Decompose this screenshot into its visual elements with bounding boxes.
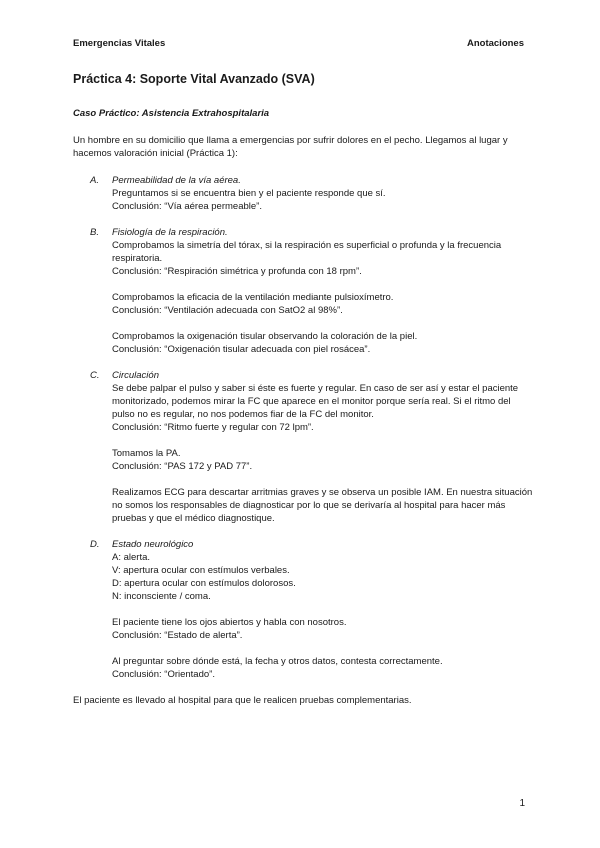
- section-line: Conclusión: “Orientado”.: [112, 669, 215, 680]
- section-line: Al preguntar sobre dónde está, la fecha y otros datos, contesta correctamente.: [112, 656, 443, 667]
- closing-paragraph: El paciente es llevado al hospital para que le realicen pruebas complementarias.: [73, 695, 412, 706]
- page-header: [73, 38, 524, 49]
- section-line: Comprobamos la eficacia de la ventilación mediante pulsioxímetro.: [112, 292, 394, 303]
- header-section: Anotaciones: [466, 38, 524, 49]
- section-a: [73, 174, 533, 213]
- section-line: A: alerta.: [112, 552, 151, 563]
- section-title: Permeabilidad de la vía aérea.: [112, 175, 241, 186]
- case-subtitle: Caso Práctico: Asistencia Extrahospitalaria: [73, 108, 270, 119]
- header-course: Emergencias Vitales: [73, 38, 166, 49]
- section-marker: A.: [90, 175, 99, 186]
- section-title: Fisiología de la respiración.: [112, 227, 228, 238]
- section-marker: D.: [90, 539, 100, 550]
- document-body: [73, 134, 533, 707]
- section-line: Conclusión: “Ritmo fuerte y regular con 72 lpm”.: [112, 422, 314, 433]
- section-line: El paciente tiene los ojos abiertos y habla con nosotros.: [112, 617, 347, 628]
- section-line: Conclusión: “Respiración simétrica y profunda con 18 rpm”.: [112, 266, 362, 277]
- section-line: Realizamos ECG para descartar arritmias graves y se observa un posible IAM. En nuestra situación no somos los responsables de diagnosticar por lo que se derivaría al hospital para hacer más pruebas y que el médico diagnostique.: [112, 487, 533, 524]
- page-number: 1: [519, 798, 525, 809]
- section-line: Conclusión: “PAS 172 y PAD 77”.: [112, 461, 253, 472]
- section-line: V: apertura ocular con estímulos verbales.: [112, 565, 290, 576]
- section-title: Estado neurológico: [112, 539, 194, 550]
- section-line: Conclusión: “Ventilación adecuada con SatO2 al 98%”.: [112, 305, 343, 316]
- section-line: Se debe palpar el pulso y saber si éste es fuerte y regular. En caso de ser así y estar el paciente monitorizado, podemos mirar la FC que aparece en el monitor porque sería real. Si el ritmo del pulso no es regular, no nos podemos fiar de la FC del monitor.: [112, 383, 519, 420]
- section-line: N: inconsciente / coma.: [112, 591, 211, 602]
- section-line: Comprobamos la simetría del tórax, si la respiración es superficial o profunda y la frecuencia respiratoria.: [112, 240, 502, 264]
- section-line: Conclusión: “Estado de alerta”.: [112, 630, 243, 641]
- section-line: D: apertura ocular con estímulos dolorosos.: [112, 578, 296, 589]
- section-marker: C.: [90, 370, 100, 381]
- section-b: [73, 226, 533, 356]
- section-line: Tomamos la PA.: [112, 448, 181, 459]
- section-line: Conclusión: “Vía aérea permeable”.: [112, 201, 262, 212]
- page-title: Práctica 4: Soporte Vital Avanzado (SVA): [73, 72, 315, 86]
- section-line: Comprobamos la oxigenación tisular observando la coloración de la piel.: [112, 331, 418, 342]
- section-marker: B.: [90, 227, 99, 238]
- section-line: Conclusión: “Oxigenación tisular adecuada con piel rosácea”.: [112, 344, 371, 355]
- section-title: Circulación: [112, 370, 159, 381]
- section-d: [73, 538, 533, 681]
- section-line: Preguntamos si se encuentra bien y el paciente responde que sí.: [112, 188, 386, 199]
- section-c: [73, 369, 533, 525]
- intro-paragraph: Un hombre en su domicilio que llama a emergencias por sufrir dolores en el pecho. Llegamos al lugar y hacemos valoración inicial (Práctica 1):: [73, 135, 508, 159]
